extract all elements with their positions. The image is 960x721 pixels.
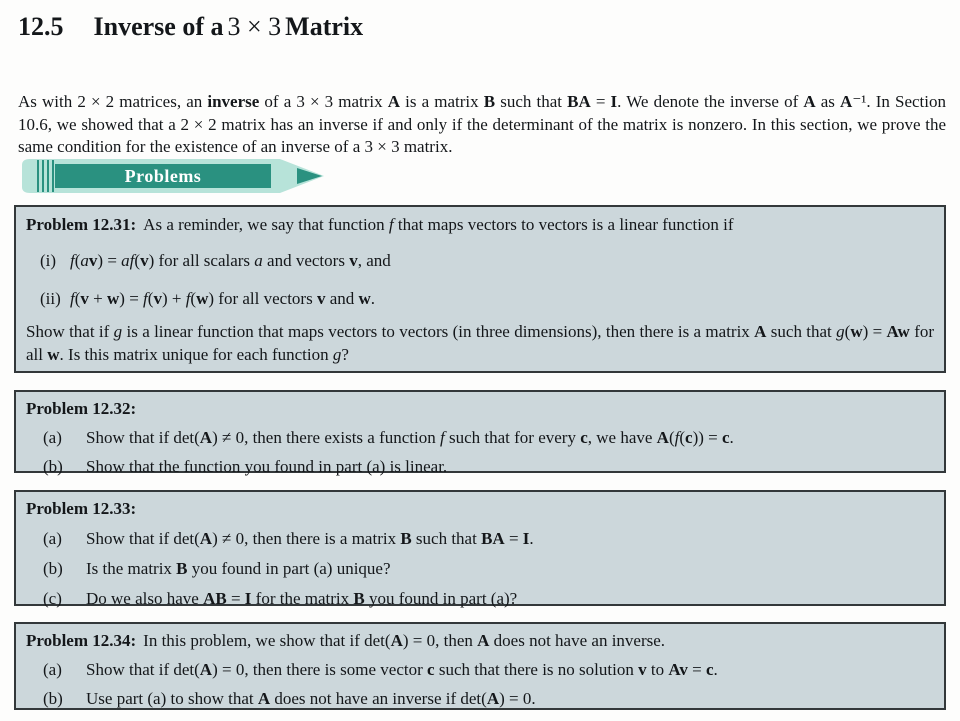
item-marker: (b)	[43, 457, 63, 476]
item-marker: (ii)	[40, 289, 61, 308]
item-text: Show that if det(A) = 0, then there is some vector c such that there is no solution v to Av = c.	[86, 660, 718, 679]
item-marker: (i)	[40, 251, 57, 270]
item-text: Show that if det(A) ≠ 0, then there exists a function f such that for every c, we have A(f(c)) = c.	[86, 428, 734, 447]
list-item	[26, 249, 934, 272]
item-marker: (b)	[43, 689, 63, 708]
list-item	[26, 687, 934, 710]
list-item	[26, 557, 934, 580]
problem-statement	[26, 497, 934, 520]
problem-box-12-32	[14, 390, 946, 476]
problem-outro-text: Show that if g is a linear function that maps vectors to vectors (in three dimensions), then there is a matrix A such that g(w) = Aw for all w. Is this matrix unique for each function g?	[26, 322, 935, 364]
item-marker: (a)	[43, 529, 62, 548]
problem-label: Problem 12.34:	[26, 631, 137, 650]
problem-statement	[26, 213, 934, 236]
item-text: f(v + w) = f(v) + f(w) for all vectors v and w.	[70, 289, 376, 308]
item-marker: (a)	[43, 660, 62, 679]
section-title-math: 3 × 3	[227, 12, 282, 41]
list-item	[26, 658, 934, 681]
problem-label: Problem 12.31:	[26, 215, 137, 234]
item-marker: (a)	[43, 428, 62, 447]
problem-intro-text: In this problem, we show that if det(A) = 0, then A does not have an inverse.	[143, 631, 666, 650]
item-text: Do we also have AB = I for the matrix B you found in part (a)?	[86, 589, 518, 608]
list-item	[26, 587, 934, 610]
problem-statement	[26, 629, 934, 652]
item-marker: (b)	[43, 559, 63, 578]
list-item	[26, 287, 934, 310]
problem-box-12-33	[14, 490, 946, 606]
list-item	[26, 527, 934, 550]
problems-banner	[18, 156, 328, 196]
problem-label: Problem 12.33:	[26, 499, 137, 518]
item-marker: (c)	[43, 589, 62, 608]
section-number: 12.5	[18, 12, 64, 41]
problem-box-12-34	[14, 622, 946, 710]
item-text: Show that if det(A) ≠ 0, then there is a matrix B such that BA = I.	[86, 529, 534, 548]
list-item	[26, 455, 934, 478]
list-item	[26, 426, 934, 449]
item-text: Use part (a) to show that A does not have an inverse if det(A) = 0.	[86, 689, 536, 708]
problem-intro-text: As a reminder, we say that function f that maps vectors to vectors is a linear function if	[143, 215, 734, 234]
problem-box-12-31	[14, 205, 946, 373]
problems-banner-label: Problems	[124, 166, 202, 186]
item-text: f(av) = af(v) for all scalars a and vectors v, and	[70, 251, 391, 270]
section-title: Inverse of a 3 × 3 Matrix	[93, 12, 364, 41]
item-text: Show that the function you found in part (a) is linear.	[86, 457, 448, 476]
problem-label: Problem 12.32:	[26, 399, 137, 418]
problem-statement	[26, 397, 934, 420]
intro-paragraph: As with 2 × 2 matrices, an inverse of a 3 × 3 matrix A is a matrix B such that BA = I. We denote the inverse of A as A⁻¹. In Section 10.6, we showed that a 2 × 2 matrix has an inverse if and only if the determinant of the matrix is nonzero. In this section, we prove the same condition for the existence of an inverse of a 3 × 3 matrix.	[18, 92, 947, 156]
item-text: Is the matrix B you found in part (a) unique?	[86, 559, 391, 578]
section-header	[18, 12, 363, 42]
